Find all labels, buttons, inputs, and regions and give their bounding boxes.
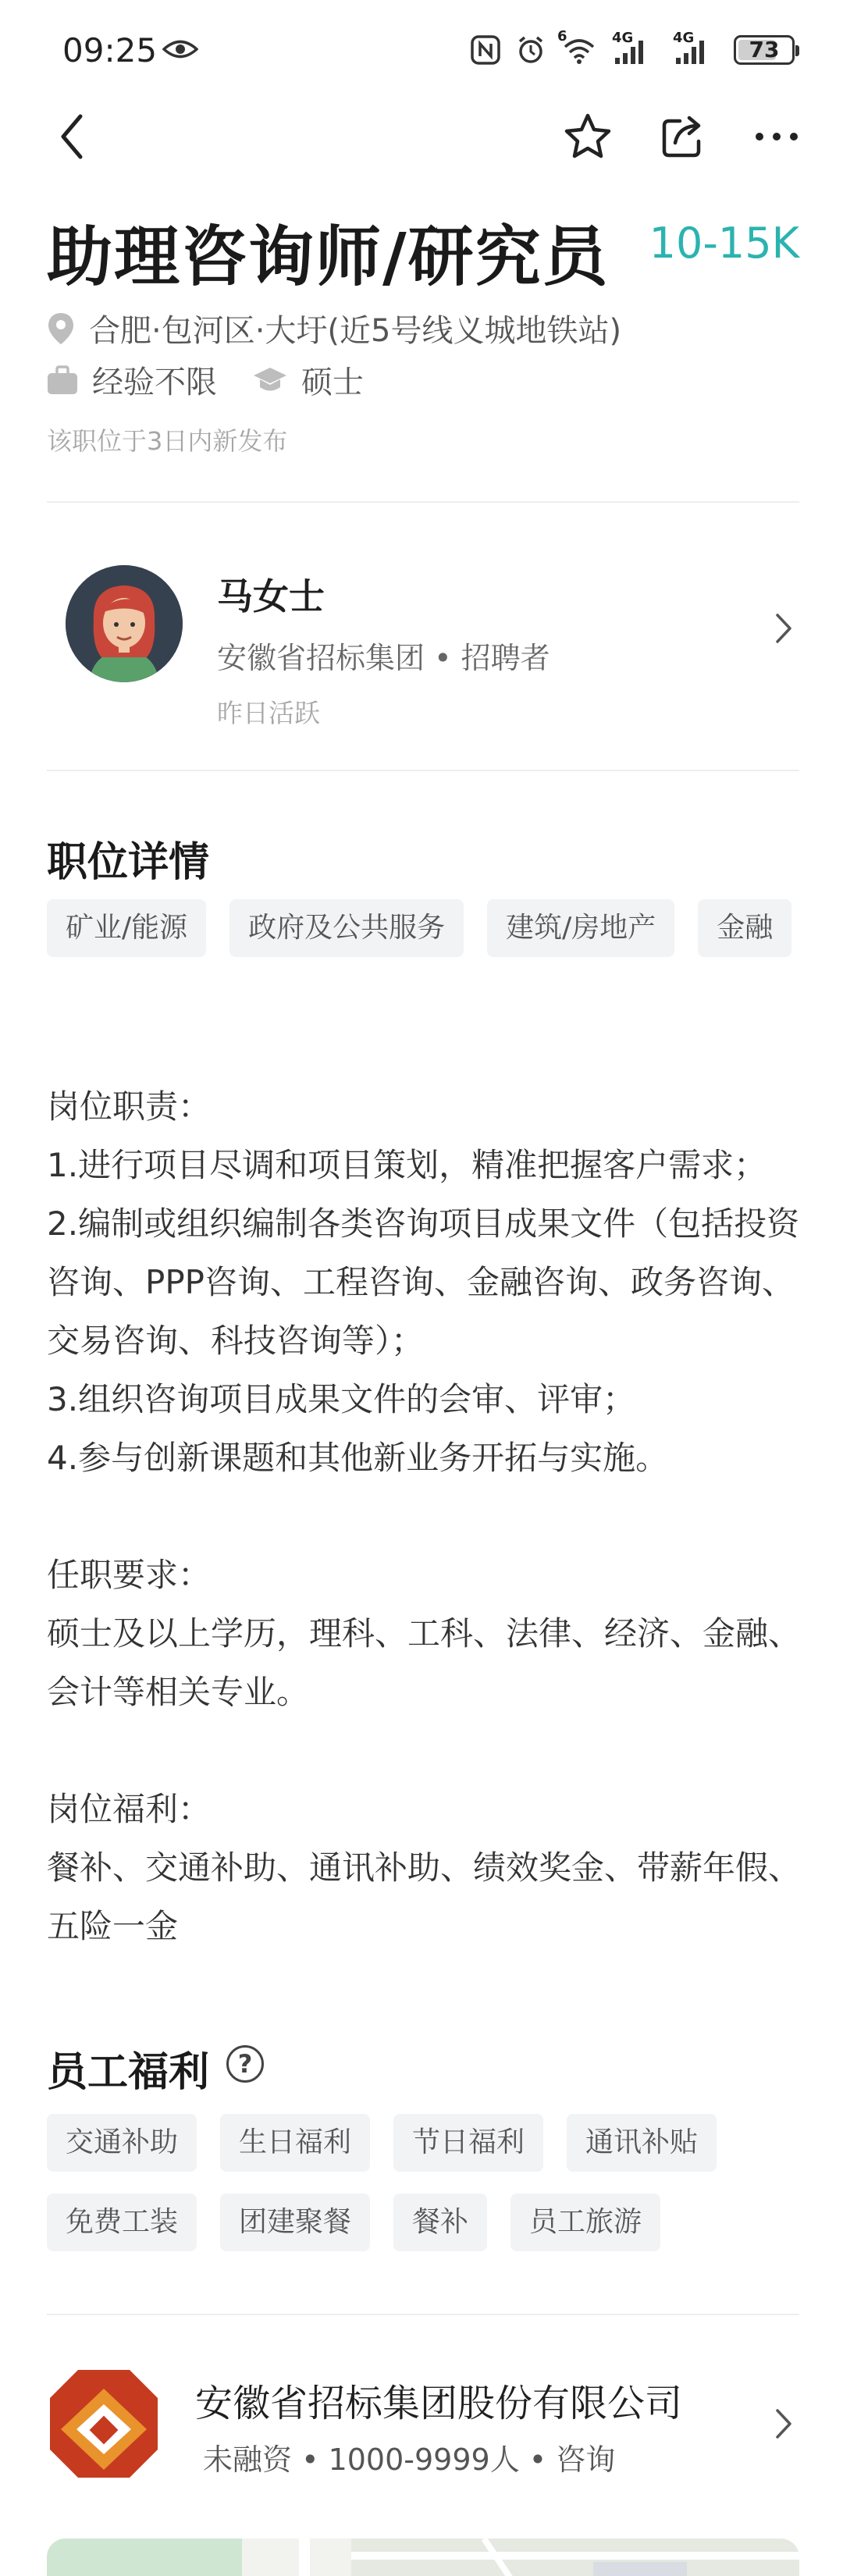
help-icon[interactable]: ? (226, 2045, 264, 2083)
industry-tags (47, 899, 799, 957)
divider (47, 770, 799, 771)
eye-icon (162, 39, 198, 59)
favorite-button[interactable] (553, 101, 623, 172)
status-bar (0, 0, 843, 101)
avatar (66, 565, 183, 682)
back-icon (57, 113, 88, 160)
location-row[interactable] (47, 306, 621, 350)
job-title: 助理咨询师/研究员 (47, 219, 610, 295)
salary: 10-15K (649, 219, 799, 268)
divider (47, 501, 799, 503)
industry-tag[interactable]: 政府及公共服务 (229, 899, 464, 957)
benefit-tag: 免费工装 (47, 2194, 197, 2251)
company-info: 未融资 • 1000-9999人 • 咨询 (203, 2443, 616, 2477)
company-card[interactable] (47, 2334, 799, 2514)
benefit-tag: 生日福利 (220, 2114, 370, 2172)
top-nav-bar (0, 101, 843, 195)
benefit-tags (47, 2114, 799, 2251)
more-icon (755, 130, 799, 143)
battery-level: 73 (749, 37, 780, 62)
benefit-tag: 团建聚餐 (220, 2194, 370, 2251)
location-text: 合肥·包河区·大圩(近5号线义城地铁站) (89, 313, 622, 349)
chevron-right-icon (768, 609, 799, 648)
benefit-tag: 餐补 (393, 2194, 487, 2251)
recruiter-name: 马女士 (217, 575, 325, 617)
share-icon (660, 113, 706, 160)
alarm-icon (515, 34, 546, 66)
signal-icon (673, 34, 720, 66)
back-button[interactable] (37, 101, 108, 172)
recruiter-card[interactable] (47, 515, 799, 749)
network-label: 4G (612, 30, 634, 46)
status-time: 09:25 (62, 31, 158, 69)
benefit-tag: 交通补助 (47, 2114, 197, 2172)
job-details-heading: 职位详情 (47, 839, 210, 886)
recruiter-active-status: 昨日活跃 (217, 698, 320, 728)
company-logo (47, 2367, 161, 2481)
posted-time: 该职位于3日内新发布 (47, 426, 288, 456)
divider (47, 2314, 799, 2315)
wifi-label: 6 (557, 28, 567, 44)
industry-tag[interactable]: 建筑/房地产 (487, 899, 674, 957)
industry-tag[interactable]: 矿业/能源 (47, 899, 206, 957)
recruiter-avatar-illustration (66, 565, 183, 682)
company-name: 安徽省招标集团股份有限公司 (195, 2382, 683, 2425)
industry-tag[interactable]: 金融 (698, 899, 791, 957)
benefits-heading: 员工福利 (47, 2049, 210, 2096)
signal-icon (612, 34, 659, 66)
job-description: 岗位职责： 1.进行项目尽调和项目策划，精准把握客户需求； 2.编制或组织编制各类咨询项目成果文件（包括投资咨询、PPP咨询、工程咨询、金融咨询、政务咨询、交易咨询、科技咨询等）； 3.组织咨询项目成果文件的会审、评审； 4.参与创新课题和其他新业务开拓与实施。 任职要求： 硕士及以上学历，理科、工科、法律、经济、金融、会计等相关专业。 岗位福利： 餐补、交通补助、通讯补助、绩效奖金、带薪年假、五险一金 (47, 1087, 802, 1945)
share-button[interactable] (648, 101, 718, 172)
more-button[interactable] (742, 101, 812, 172)
nfc-icon (470, 34, 501, 66)
recruiter-company-role: 安徽省招标集团 • 招聘者 (217, 641, 550, 675)
map-thumbnail (47, 2539, 799, 2576)
star-icon (563, 112, 613, 162)
benefit-tag: 节日福利 (393, 2114, 543, 2172)
network-label: 4G (673, 30, 695, 46)
benefit-tag: 通讯补贴 (567, 2114, 717, 2172)
briefcase-icon (47, 365, 78, 395)
location-pin-icon (47, 311, 75, 346)
experience-text: 经验不限 (92, 365, 217, 400)
location-map[interactable] (47, 2539, 799, 2576)
education-text: 硕士 (301, 365, 364, 400)
benefit-tag: 员工旅游 (510, 2194, 660, 2251)
graduation-cap-icon (253, 366, 287, 394)
chevron-right-icon (768, 2404, 799, 2443)
battery-indicator (734, 35, 795, 65)
